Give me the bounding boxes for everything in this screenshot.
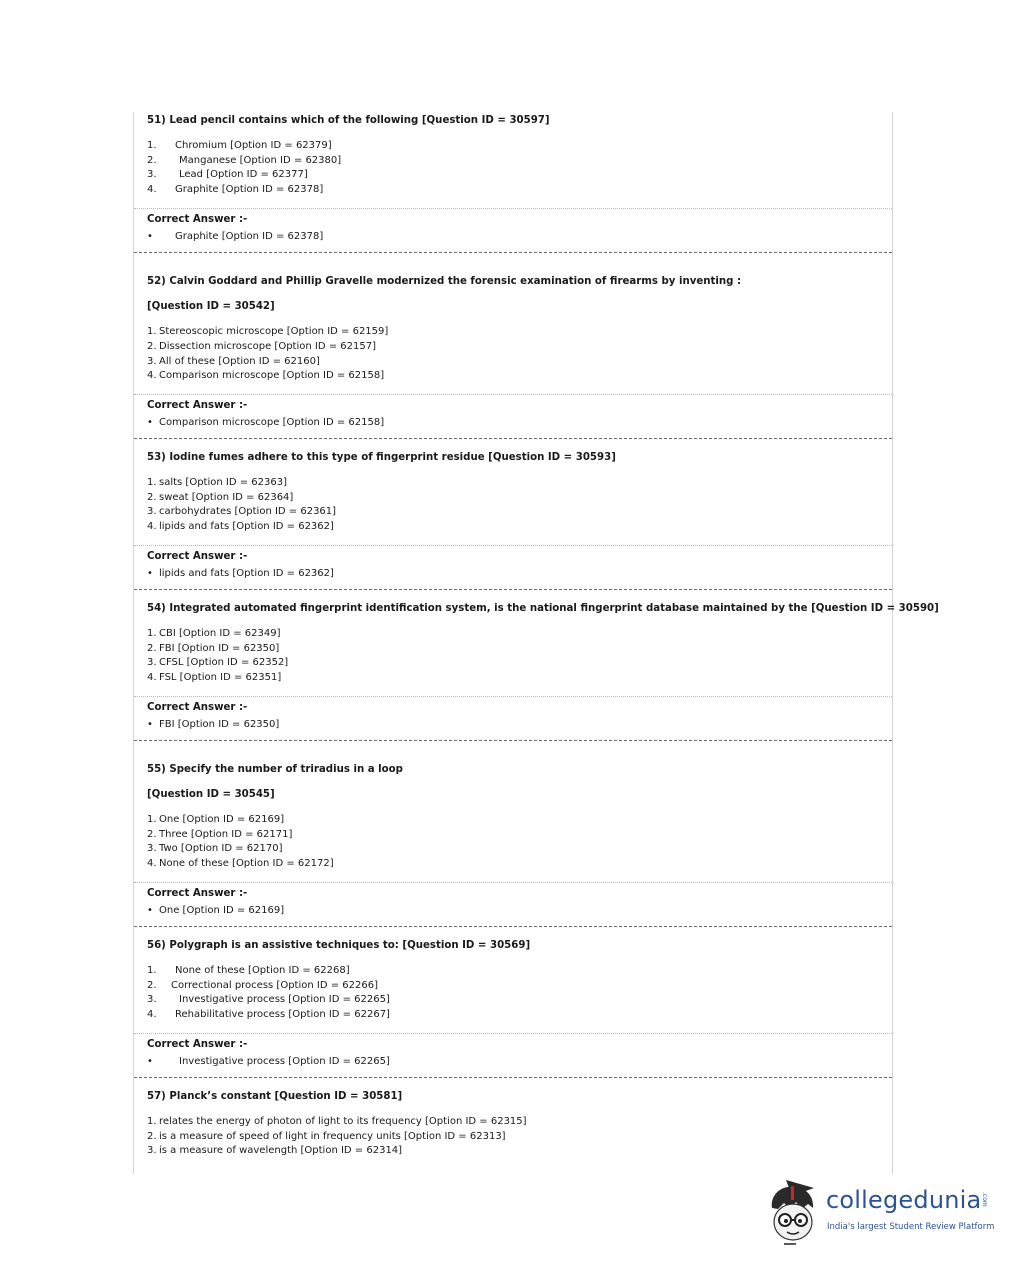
question-separator	[134, 438, 892, 439]
question-separator	[134, 252, 892, 253]
option-item: 3. carbohydrates [Option ID = 62361]	[147, 506, 337, 517]
question-sheet	[133, 112, 939, 1174]
option-item: 2. Dissection microscope [Option ID = 62157]	[147, 341, 376, 352]
option-item: 2. Correctional process [Option ID = 62266]	[147, 980, 378, 991]
option-item: 1. CBI [Option ID = 62349]	[147, 628, 281, 639]
brand-tagline: India's largest Student Review Platform	[827, 1222, 995, 1232]
question-title: 56) Polygraph is an assistive techniques to: [Question ID = 30569]	[147, 940, 531, 951]
question-title: 53) Iodine fumes adhere to this type of fingerprint residue [Question ID = 30593]	[147, 452, 616, 463]
question-separator	[134, 589, 892, 590]
correct-answer-label: Correct Answer :-	[147, 888, 248, 899]
option-item: 1. relates the energy of photon of light to its frequency [Option ID = 62315]	[147, 1116, 527, 1127]
mascot-icon	[766, 1178, 824, 1248]
option-item: 1. salts [Option ID = 62363]	[147, 477, 287, 488]
question-title: 57) Planck’s constant [Question ID = 30581]	[147, 1091, 403, 1102]
option-item: 4. FSL [Option ID = 62351]	[147, 672, 282, 683]
option-item: 4. Graphite [Option ID = 62378]	[147, 184, 324, 195]
correct-answer: • One [Option ID = 62169]	[147, 905, 285, 916]
divider	[134, 1033, 892, 1034]
question-title: 55) Specify the number of triradius in a loop	[147, 764, 403, 775]
question-separator	[134, 926, 892, 927]
option-item: 3. is a measure of wavelength [Option ID = 62314]	[147, 1145, 403, 1156]
correct-answer-label: Correct Answer :-	[147, 551, 248, 562]
divider	[134, 208, 892, 209]
option-item: 2. FBI [Option ID = 62350]	[147, 643, 280, 654]
option-item: 2. Manganese [Option ID = 62380]	[147, 155, 342, 166]
question-separator	[134, 1077, 892, 1078]
option-item: 2. is a measure of speed of light in frequency units [Option ID = 62313]	[147, 1131, 506, 1142]
correct-answer: • Graphite [Option ID = 62378]	[147, 231, 324, 242]
divider	[134, 882, 892, 883]
collegedunia-logo	[766, 1178, 996, 1248]
option-item: 3. Two [Option ID = 62170]	[147, 843, 283, 854]
option-item: 4. None of these [Option ID = 62172]	[147, 858, 334, 869]
correct-answer-label: Correct Answer :-	[147, 214, 248, 225]
option-item: 3. CFSL [Option ID = 62352]	[147, 657, 289, 668]
question-id: [Question ID = 30545]	[147, 789, 275, 800]
divider	[134, 545, 892, 546]
correct-answer-label: Correct Answer :-	[147, 400, 248, 411]
option-item: 1. One [Option ID = 62169]	[147, 814, 285, 825]
option-item: 3. All of these [Option ID = 62160]	[147, 356, 320, 367]
option-item: 3. Lead [Option ID = 62377]	[147, 169, 308, 180]
correct-answer-label: Correct Answer :-	[147, 702, 248, 713]
question-title: 52) Calvin Goddard and Phillip Gravelle modernized the forensic examination of firearms by inventing :	[147, 276, 742, 287]
question-title: 54) Integrated automated fingerprint identification system, is the national fingerprint database maintained by the [Question ID = 30590]	[147, 603, 939, 614]
brand-suffix: .com	[981, 1192, 988, 1207]
option-item: 2. sweat [Option ID = 62364]	[147, 492, 294, 503]
question-separator	[134, 740, 892, 741]
option-item: 4. Comparison microscope [Option ID = 62158]	[147, 370, 385, 381]
brand-name: collegedunia	[826, 1186, 982, 1214]
correct-answer: • FBI [Option ID = 62350]	[147, 719, 280, 730]
option-item: 1. None of these [Option ID = 62268]	[147, 965, 350, 976]
divider	[134, 696, 892, 697]
option-item: 4. lipids and fats [Option ID = 62362]	[147, 521, 334, 532]
correct-answer: • Comparison microscope [Option ID = 62158]	[147, 417, 385, 428]
correct-answer: • Investigative process [Option ID = 62265]	[147, 1056, 390, 1067]
divider	[134, 394, 892, 395]
option-item: 4. Rehabilitative process [Option ID = 62267]	[147, 1009, 390, 1020]
option-item: 1. Stereoscopic microscope [Option ID = 62159]	[147, 326, 389, 337]
question-id: [Question ID = 30542]	[147, 301, 275, 312]
correct-answer: • lipids and fats [Option ID = 62362]	[147, 568, 334, 579]
option-item: 1. Chromium [Option ID = 62379]	[147, 140, 332, 151]
question-title: 51) Lead pencil contains which of the following [Question ID = 30597]	[147, 115, 550, 126]
correct-answer-label: Correct Answer :-	[147, 1039, 248, 1050]
option-item: 3. Investigative process [Option ID = 62265]	[147, 994, 390, 1005]
option-item: 2. Three [Option ID = 62171]	[147, 829, 293, 840]
